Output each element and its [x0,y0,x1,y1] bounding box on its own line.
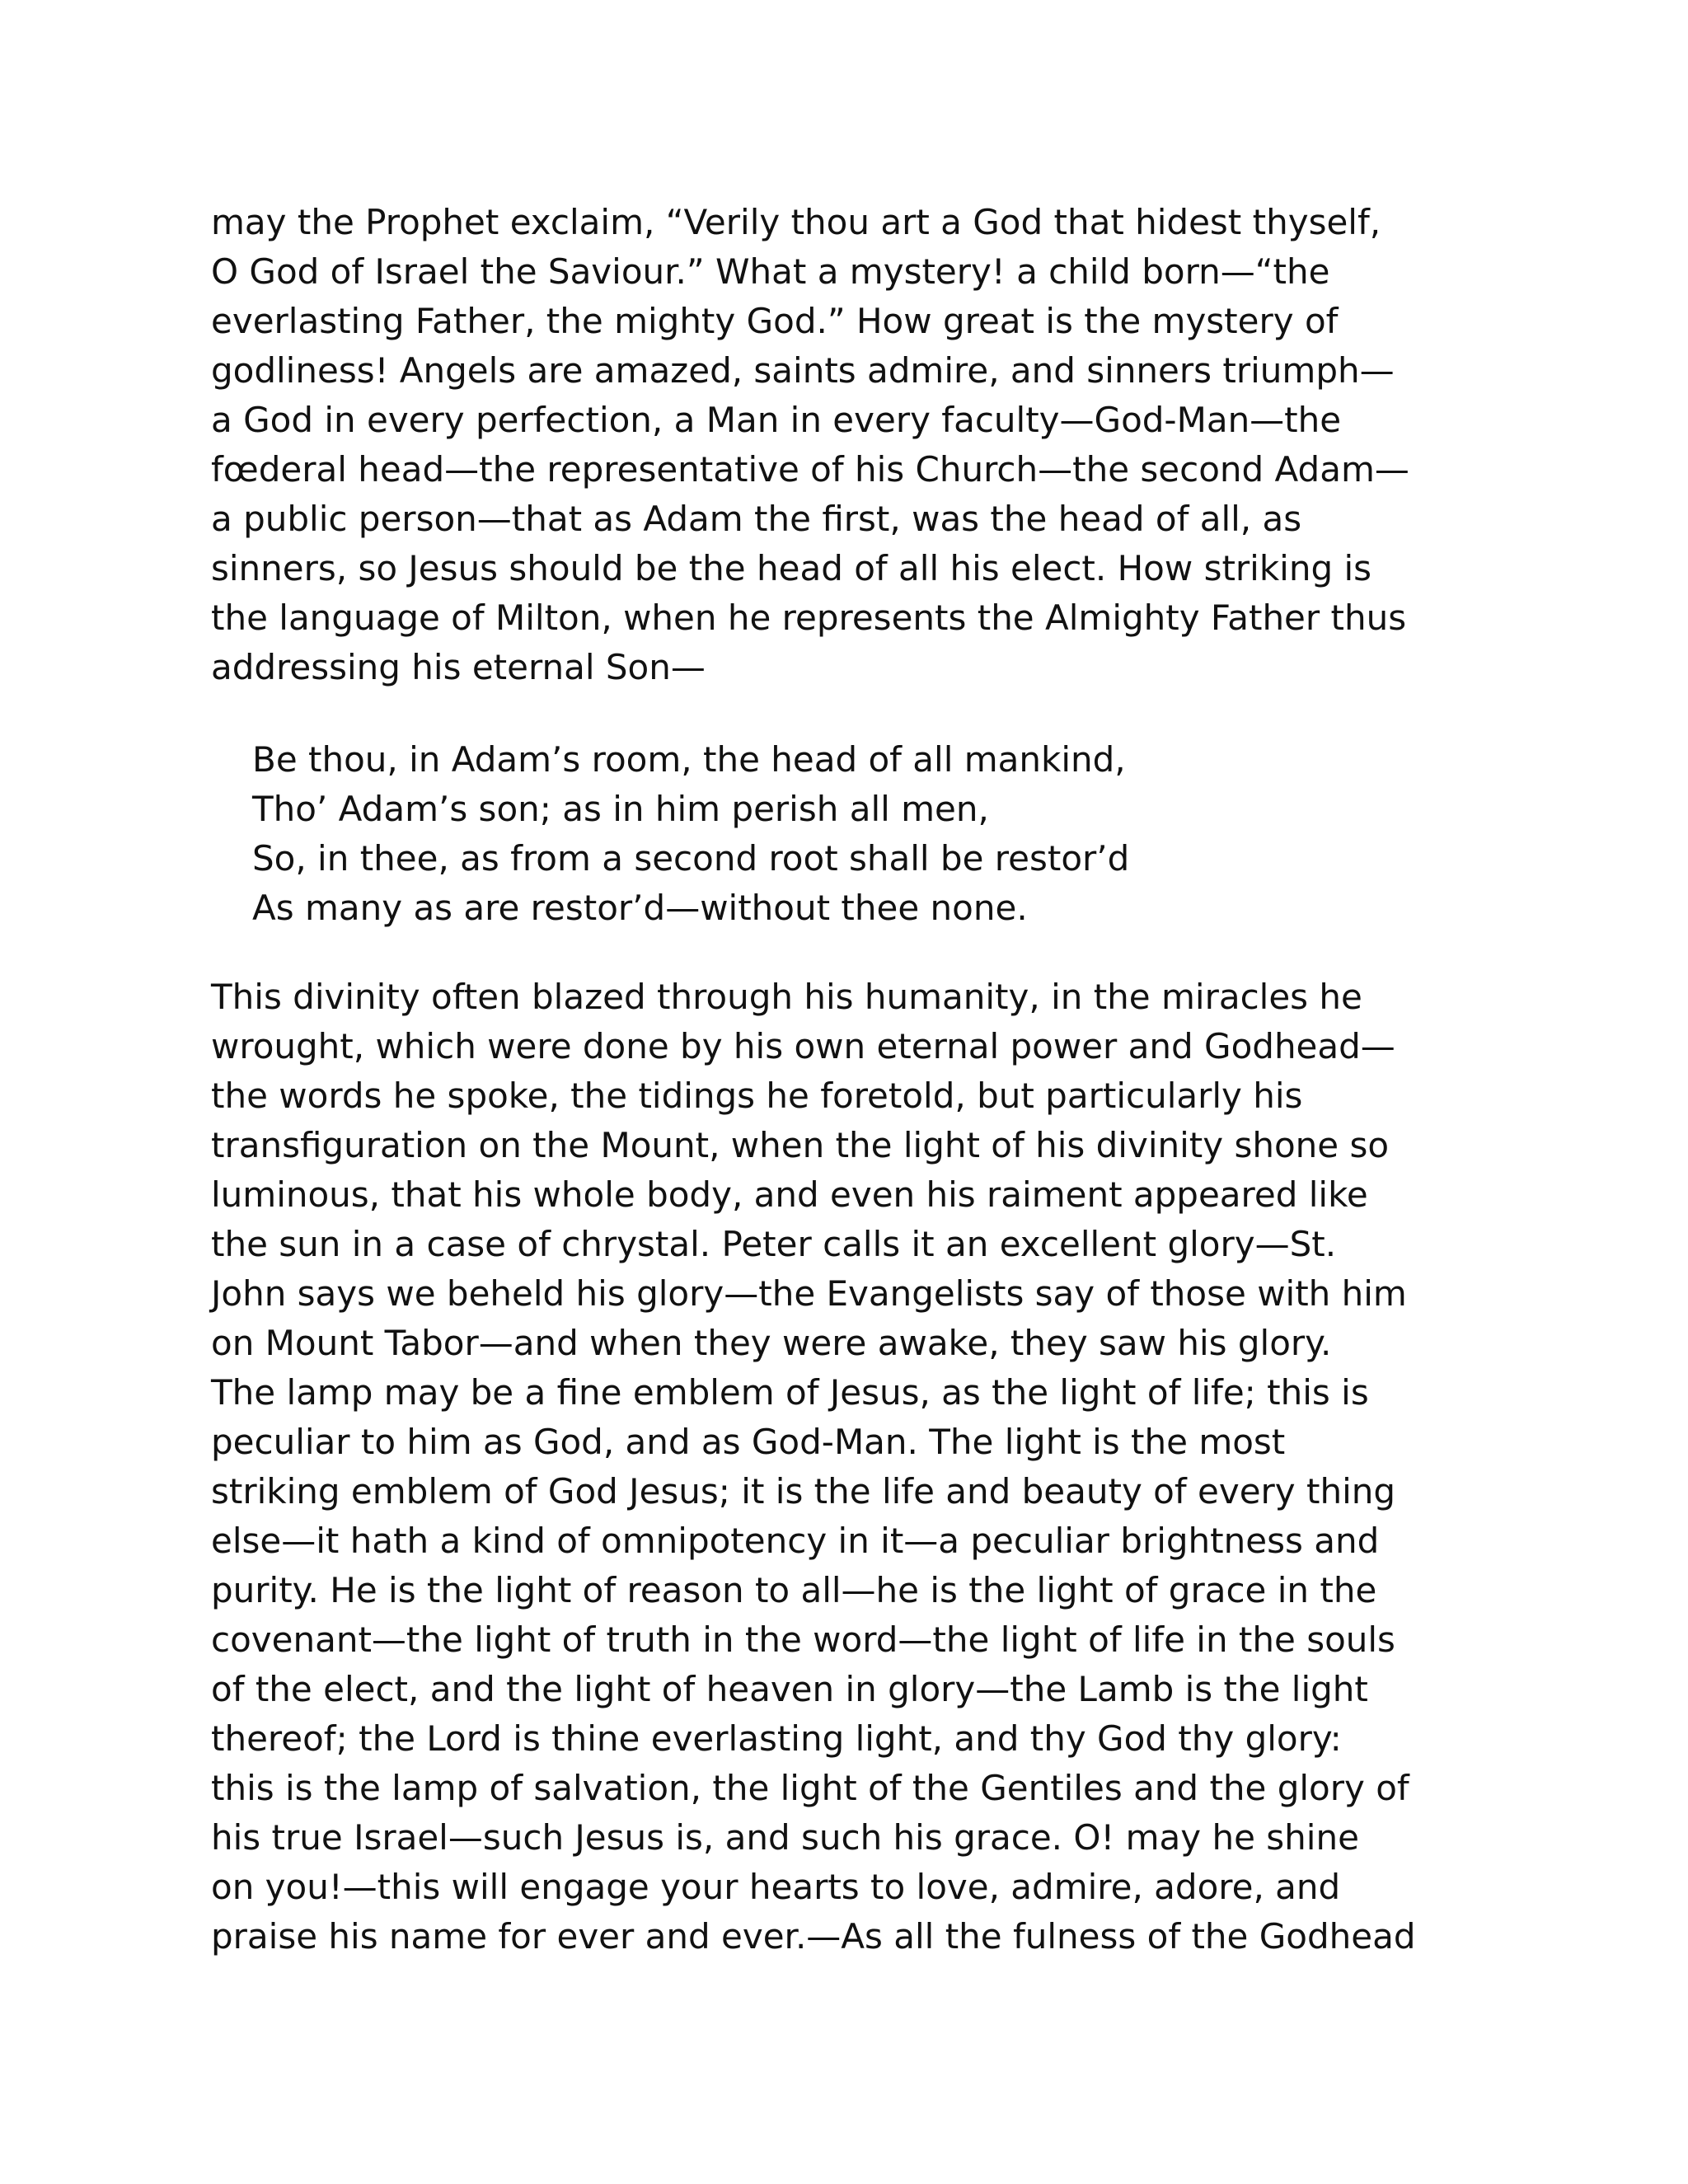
text-line: addressing his eternal Son— [211,647,706,687]
text-line: transfiguration on the Mount, when the light of his divinity shone so [211,1125,1390,1165]
text-line: The lamp may be a fine emblem of Jesus, as the light of life; this is [211,1372,1369,1413]
verse-line: As many as are restor’d—without thee none. [252,888,1028,928]
text-line: the sun in a case of chrystal. Peter calls it an excellent glory—St. [211,1224,1337,1264]
text-line: O God of Israel the Saviour.” What a mystery! a child born—“the [211,251,1330,292]
verse-line: Tho’ Adam’s son; as in him perish all men, [252,789,989,829]
text-line: everlasting Father, the mighty God.” How great is the mystery of [211,301,1339,341]
text-line: on Mount Tabor—and when they were awake, they saw his glory. [211,1323,1332,1363]
paragraph-1 [211,198,1480,692]
text-line: godliness! Angels are amazed, saints admire, and sinners triumph— [211,350,1395,391]
verse-quotation [252,735,1522,933]
text-line: peculiar to him as God, and as God-Man. The light is the most [211,1422,1286,1462]
verse-line: So, in thee, as from a second root shall be restor’d [252,838,1130,879]
text-line: covenant—the light of truth in the word—the light of life in the souls [211,1619,1395,1660]
paragraph-2 [211,972,1480,1961]
text-line: This divinity often blazed through his humanity, in the miracles he [211,977,1362,1017]
text-line: purity. He is the light of reason to all—he is the light of grace in the [211,1570,1377,1610]
text-line: praise his name for ever and ever.—As all the fulness of the Godhead [211,1916,1416,1957]
text-line: his true Israel—such Jesus is, and such his grace. O! may he shine [211,1817,1359,1858]
text-line: a God in every perfection, a Man in every faculty—God-Man—the [211,400,1342,440]
text-line: the words he spoke, the tidings he foretold, but particularly his [211,1076,1303,1116]
text-line: on you!—this will engage your hearts to love, admire, adore, and [211,1867,1341,1907]
text-line: luminous, that his whole body, and even his raiment appeared like [211,1174,1368,1215]
text-line: this is the lamp of salvation, the light of the Gentiles and the glory of [211,1768,1409,1808]
text-line: sinners, so Jesus should be the head of all his elect. How striking is [211,548,1372,588]
text-line: John says we beheld his glory—the Evangelists say of those with him [211,1273,1407,1314]
text-line: a public person—that as Adam the first, was the head of all, as [211,499,1302,539]
text-line: thereof; the Lord is thine everlasting light, and thy God thy glory: [211,1718,1342,1759]
text-line: the language of Milton, when he represents the Almighty Father thus [211,598,1407,638]
text-line: striking emblem of God Jesus; it is the life and beauty of every thing [211,1471,1396,1511]
text-line: may the Prophet exclaim, “Verily thou art a God that hidest thyself, [211,202,1381,242]
text-line: wrought, which were done by his own eternal power and Godhead— [211,1026,1395,1066]
text-line: of the elect, and the light of heaven in glory—the Lamb is the light [211,1669,1368,1709]
verse-line: Be thou, in Adam’s room, the head of all mankind, [252,739,1126,780]
text-line: fœderal head—the representative of his Church—the second Adam— [211,449,1409,490]
text-line: else—it hath a kind of omnipotency in it—a peculiar brightness and [211,1521,1380,1561]
